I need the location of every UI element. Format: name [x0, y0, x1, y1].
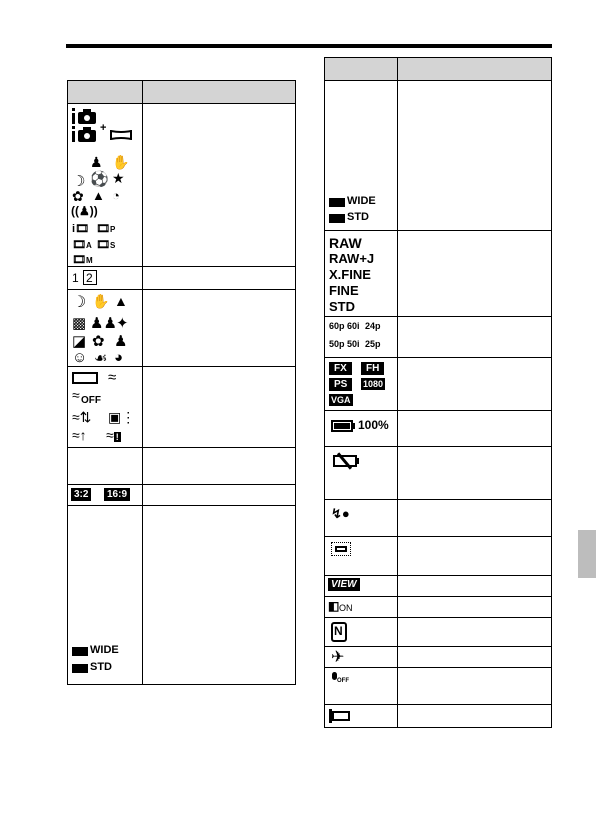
movie-p-icon: 🎞P: [96, 223, 116, 235]
text-cell: [143, 290, 296, 367]
wifi-upload-icon: ≈↑: [72, 427, 87, 443]
table-row: [325, 317, 552, 358]
sunset-icon: ◔: [112, 188, 120, 203]
header-indication: [398, 58, 552, 81]
sports-icon: ⚽: [90, 171, 109, 188]
night-portrait-icon: ✦: [116, 315, 129, 332]
handheld-twilight-icon: ✋: [92, 293, 110, 309]
text-cell: [398, 500, 552, 537]
left-icon-table: [67, 80, 296, 685]
panorama-wide-label: WIDE: [90, 644, 119, 656]
panorama-wide-icon: [72, 647, 88, 656]
sweep-panorama-icon: [110, 130, 132, 140]
text-cell: [398, 358, 552, 411]
movie-auto-icon: i🎞: [72, 223, 90, 235]
panorama-wide-label: WIDE: [347, 195, 376, 207]
portrait-icon: ♟: [114, 333, 128, 350]
frame-rate-50p: 50p: [329, 339, 345, 349]
movie-s-icon: 🎞S: [96, 239, 116, 251]
icon-cell: [68, 367, 143, 448]
text-cell: [398, 537, 552, 576]
panorama-std-label: STD: [90, 661, 112, 673]
table-row: [325, 576, 552, 597]
wifi-error-icon: ≈ !: [106, 427, 119, 443]
text-cell: [398, 81, 552, 231]
frame-rate-24p: 24p: [365, 321, 381, 331]
movie-size-fx: FX: [329, 362, 352, 375]
text-cell: [398, 668, 552, 705]
quality-xfine: X.FINE: [329, 267, 371, 282]
mic-off-label: OFF: [337, 678, 349, 684]
frame-rate-60i: 60i: [347, 321, 360, 331]
night-scene-icon: ☽: [72, 294, 87, 311]
text-cell: [398, 618, 552, 647]
battery-percent: 100%: [358, 418, 389, 432]
movie-size-fh: FH: [361, 362, 384, 375]
table-row: [325, 411, 552, 447]
icon-cell: [325, 231, 398, 317]
table-row: [325, 500, 552, 537]
text-cell: [398, 705, 552, 728]
header-display: [68, 81, 143, 104]
table-row: [325, 618, 552, 647]
icon-cell: N: [325, 618, 398, 647]
landscape-icon: ▲: [92, 188, 105, 203]
icon-cell: [325, 668, 398, 705]
shooting-tip-icon: [332, 711, 350, 721]
icon-cell: [68, 104, 143, 267]
view-icon: VIEW: [328, 578, 360, 591]
table-row: [68, 485, 296, 506]
frame-rate-60p: 60p: [329, 321, 345, 331]
table-row: [68, 367, 296, 448]
backlight-portrait-icon: ▩: [72, 315, 87, 332]
icon-cell: [68, 448, 143, 485]
plus-mark: +: [100, 122, 107, 134]
text-cell: [398, 411, 552, 447]
flash-charging-icon: ↯●: [331, 506, 350, 521]
spotlight-icon: ☙: [94, 350, 108, 367]
text-cell: [143, 104, 296, 267]
movie-m-icon: 🎞M: [72, 254, 93, 266]
quality-fine: FINE: [329, 283, 359, 298]
night-scene-icon: ☽: [72, 173, 86, 190]
table-row: [68, 448, 296, 485]
macro-icon: ✿: [92, 333, 105, 350]
text-cell: [398, 317, 552, 358]
table-row: [325, 647, 552, 668]
icon-cell: [325, 358, 398, 411]
quality-raw: RAW: [329, 235, 362, 251]
text-cell: [398, 576, 552, 597]
table-row: [325, 597, 552, 618]
low-light-icon: ◕: [114, 349, 124, 366]
frame-rate-25p: 25p: [365, 339, 381, 349]
panorama-std-label: STD: [347, 211, 369, 223]
movie-a-icon: 🎞A: [72, 239, 92, 251]
section-tab: [578, 530, 596, 578]
portrait-icon: ♟: [90, 154, 103, 170]
icon-cell: [325, 317, 398, 358]
table-row: [325, 231, 552, 317]
header-display: [325, 58, 398, 81]
table-row: [68, 104, 296, 267]
icon-cell: [325, 597, 398, 618]
icon-cell: [325, 537, 398, 576]
table-row: [68, 267, 296, 290]
header-rule: [66, 44, 552, 48]
wifi-off-icon: ≈: [72, 387, 80, 403]
table-row: [325, 358, 552, 411]
table-row: [68, 290, 296, 367]
action-icon: ★: [112, 170, 125, 186]
panorama-std-icon: [329, 214, 345, 223]
table-header: [68, 81, 296, 104]
text-cell: [398, 597, 552, 618]
anti-motion-blur-icon: ((♟)): [71, 204, 98, 218]
baby-icon: ☺: [72, 349, 88, 366]
image-style-2: 2: [86, 271, 93, 285]
text-cell: [143, 267, 296, 290]
table-row: [325, 537, 552, 576]
icon-cell: [325, 447, 398, 500]
macro-icon: ✿: [72, 188, 84, 204]
text-cell: [398, 231, 552, 317]
table-row: [325, 447, 552, 500]
quality-raw-j: RAW+J: [329, 251, 375, 266]
wifi-off-label: OFF: [81, 395, 101, 406]
icon-cell: [325, 647, 398, 668]
backlight-icon: ◪: [72, 333, 87, 350]
text-cell: [398, 447, 552, 500]
icon-cell: [325, 411, 398, 447]
quality-std: STD: [329, 299, 355, 314]
table-row: [325, 668, 552, 705]
intelligent-auto-icon: [72, 108, 98, 124]
movie-size-ps: PS: [329, 378, 352, 391]
panorama-wide-icon: [329, 198, 345, 207]
superior-auto-icon: [72, 126, 98, 142]
icon-cell: [68, 267, 143, 290]
header-indication: [143, 81, 296, 104]
handheld-twilight-icon: ✋: [112, 154, 130, 170]
aspect-ratio-16-9: 16:9: [104, 488, 130, 501]
text-cell: [143, 448, 296, 485]
wifi-wait-icon: ▣⋮: [108, 409, 136, 425]
icon-cell: [68, 506, 143, 685]
icon-cell: [325, 705, 398, 728]
aspect-ratio-3-2: 3:2: [71, 488, 91, 501]
panorama-std-icon: [72, 664, 88, 673]
text-cell: [143, 506, 296, 685]
text-cell: [143, 485, 296, 506]
table-row: [325, 81, 552, 231]
icon-cell: [325, 500, 398, 537]
movie-size-vga: VGA: [331, 395, 351, 405]
landscape-icon: ▲: [114, 293, 128, 309]
table-row: [325, 705, 552, 728]
icon-cell: [68, 290, 143, 367]
wifi-icon: ≈: [108, 369, 117, 386]
image-style-1: 1: [72, 271, 79, 285]
airplane-mode-icon: ✈: [331, 649, 345, 666]
text-cell: [398, 647, 552, 668]
frame-rate-50i: 50i: [347, 339, 360, 349]
icon-cell: [325, 81, 398, 231]
icon-cell: [68, 485, 143, 506]
table-header: [325, 58, 552, 81]
af-illuminator-icon: ◧: [328, 599, 340, 613]
wifi-transfer-icon: ≈⇅: [72, 409, 92, 425]
text-cell: [143, 367, 296, 448]
icon-cell: [325, 576, 398, 597]
right-icon-table: [324, 57, 552, 728]
portrait-group-icon: ♟♟: [90, 315, 117, 332]
movie-size-1080: 1080: [363, 379, 384, 389]
table-row: [68, 506, 296, 685]
af-illuminator-on: ON: [339, 603, 353, 613]
memory-card-icon: [72, 372, 98, 384]
